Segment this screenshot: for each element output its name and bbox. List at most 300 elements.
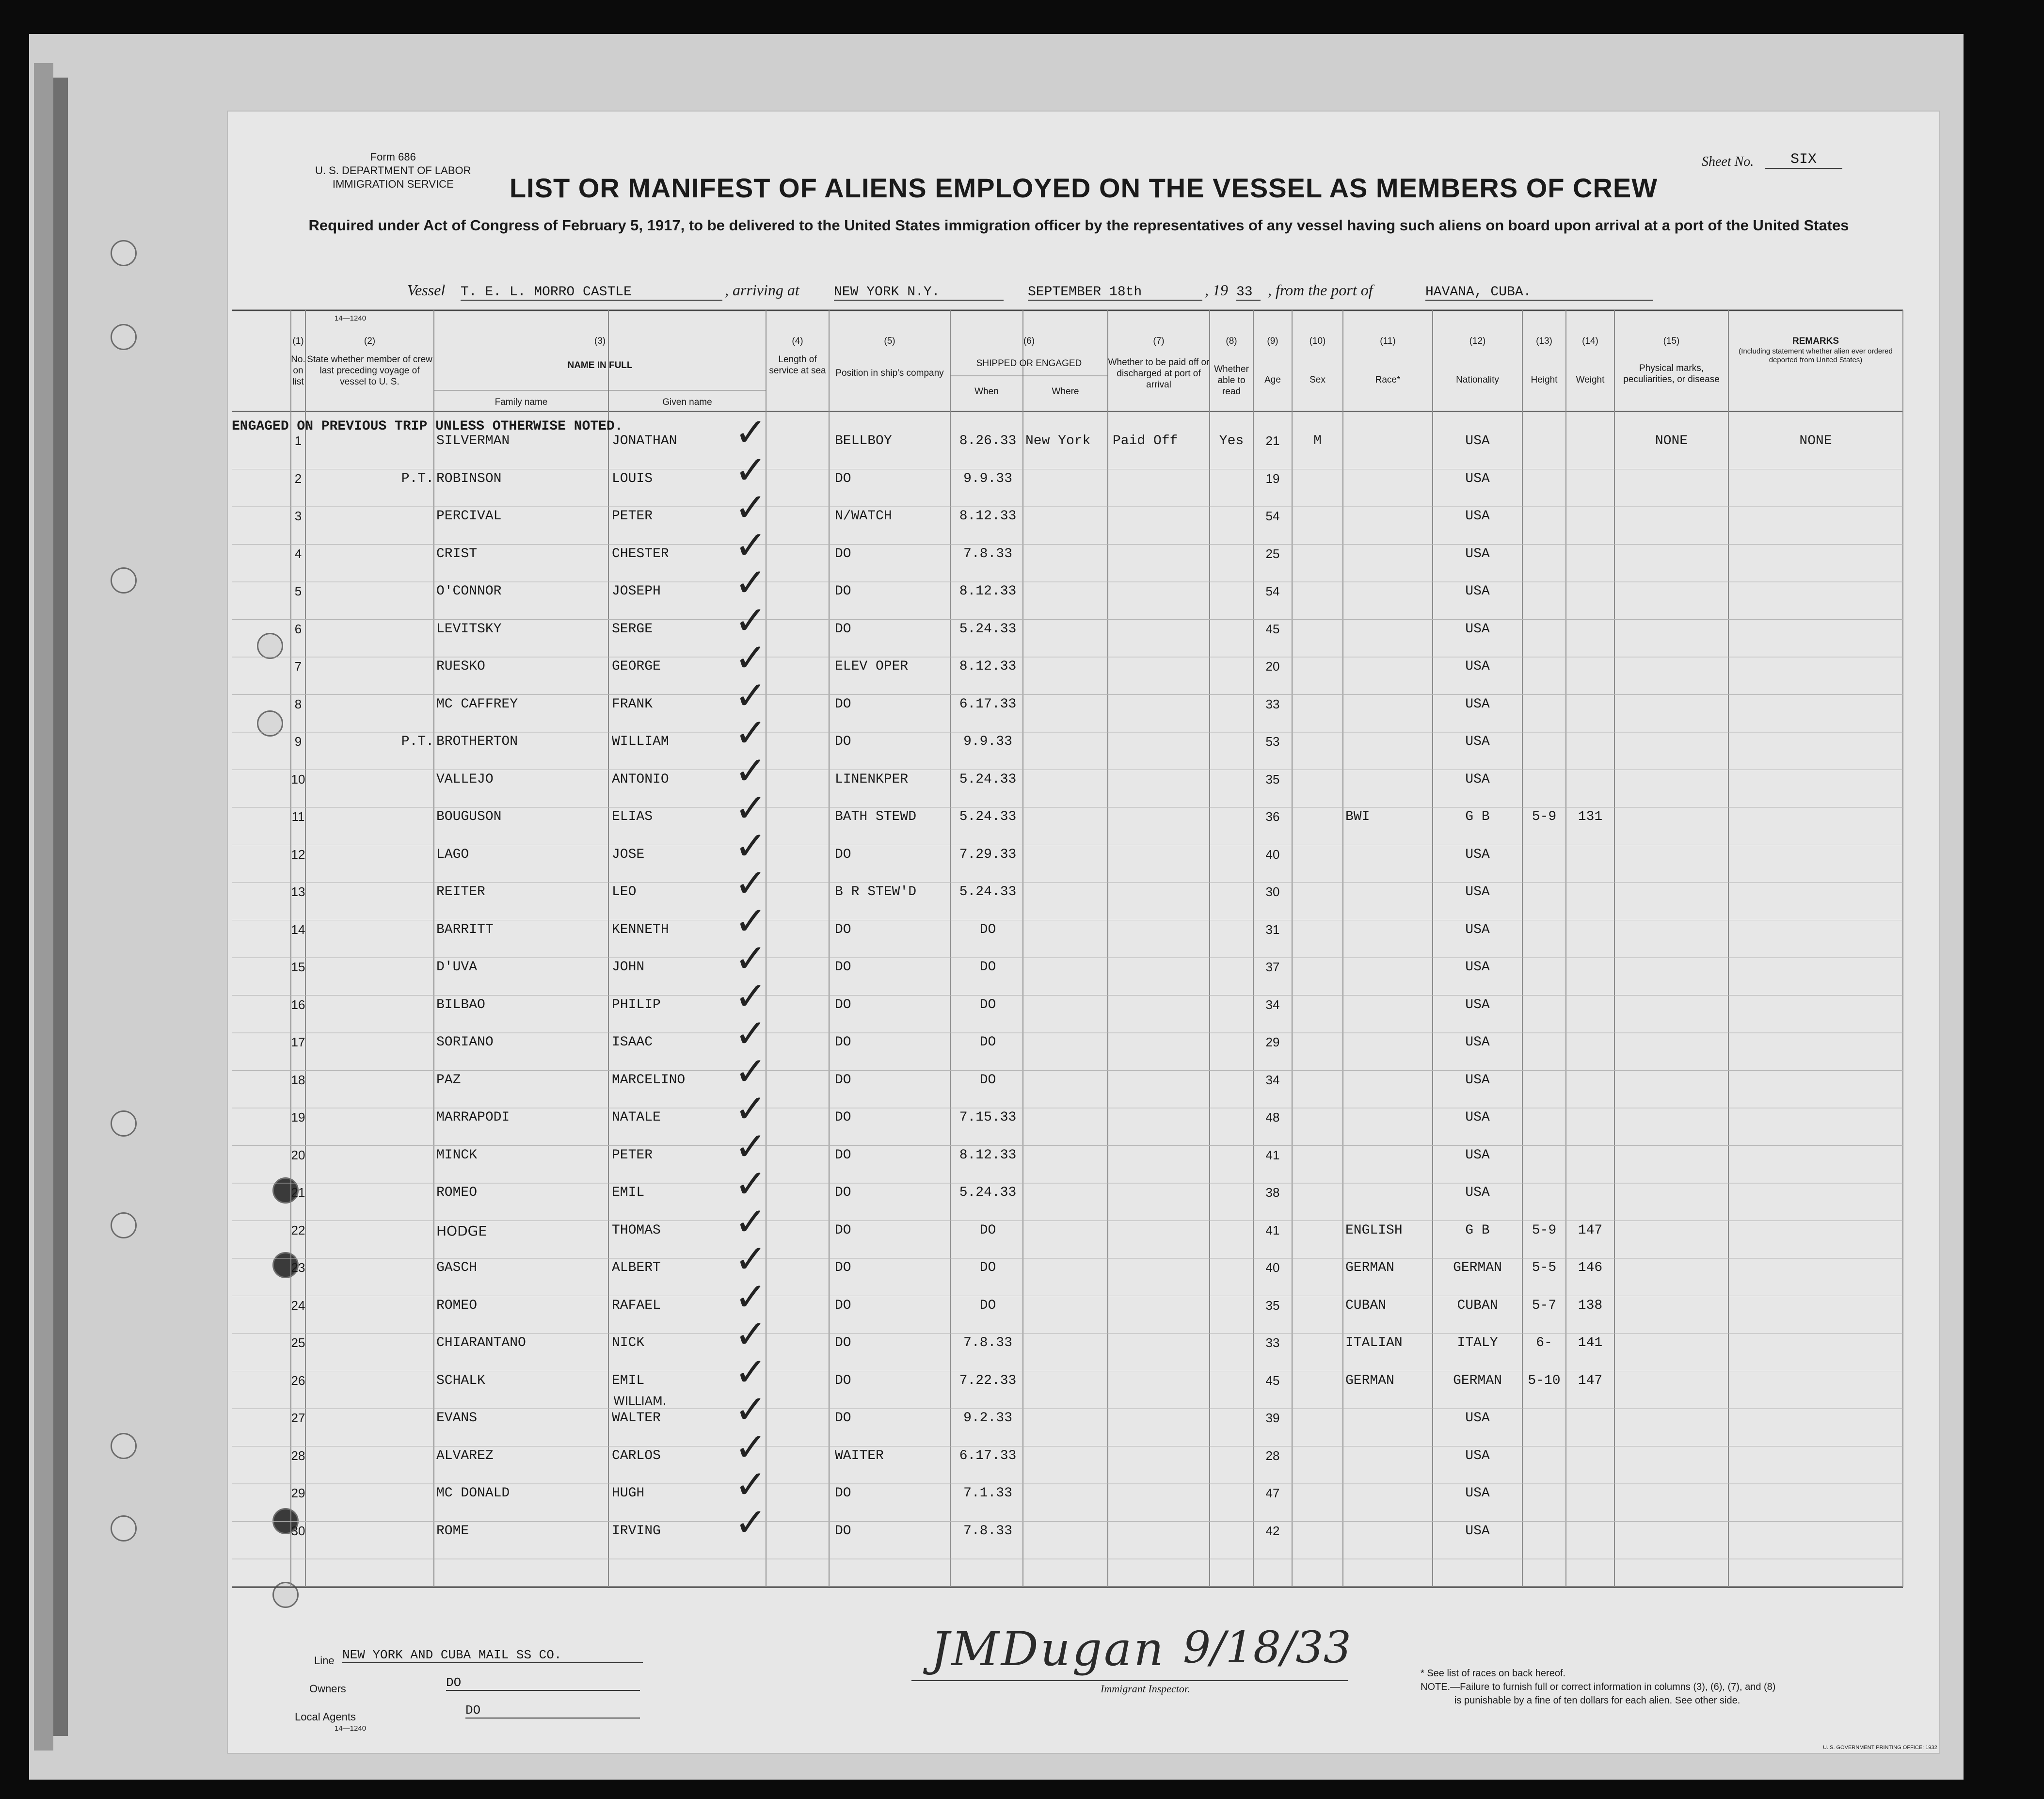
checkmark-icon: ✓	[735, 673, 767, 718]
checkmark-icon: ✓	[735, 936, 767, 981]
row-number: 9	[294, 734, 302, 749]
checkmark-icon: ✓	[735, 1387, 767, 1432]
height: 5-10	[1528, 1373, 1561, 1388]
checkmark-icon: ✓	[735, 1274, 767, 1319]
col-7-number: (7)	[1153, 336, 1165, 346]
family-name: CHIARANTANO	[436, 1335, 526, 1350]
position: DO	[835, 471, 851, 486]
nationality: G B	[1465, 809, 1490, 824]
nationality: USA	[1465, 847, 1490, 862]
row-number: 7	[294, 659, 302, 674]
position: WAITER	[835, 1448, 884, 1463]
given-name: JOSEPH	[612, 584, 661, 599]
checkmark-icon: ✓	[735, 1349, 767, 1395]
age: 21	[1265, 434, 1280, 448]
position: BELLBOY	[835, 434, 892, 449]
position: BATH STEWD	[835, 809, 917, 824]
department: U. S. DEPARTMENT OF LABOR	[315, 164, 471, 177]
shipped-when: 8.12.33	[959, 509, 1017, 524]
row-number: 26	[291, 1373, 305, 1388]
nationality: USA	[1465, 696, 1490, 712]
paid-off: Paid Off	[1113, 434, 1178, 449]
given-name: EMIL	[612, 1373, 645, 1388]
checkmark-icon: ✓	[735, 823, 767, 868]
checkmark-icon: ✓	[735, 447, 767, 493]
age: 53	[1265, 734, 1280, 749]
nationality: GERMAN	[1453, 1373, 1502, 1388]
arrival-date-value: SEPTEMBER 18th	[1028, 285, 1202, 301]
shipped-when: 5.24.33	[959, 884, 1017, 900]
shipped-when: 6.17.33	[959, 696, 1017, 712]
signature-line	[911, 1680, 1348, 1681]
age: 40	[1265, 847, 1280, 862]
nationality: USA	[1465, 1110, 1490, 1125]
family-name: ROME	[436, 1523, 469, 1539]
inspector-label: Immigrant Inspector.	[1101, 1683, 1190, 1695]
col-13-header: Height	[1531, 375, 1558, 385]
year-value: 33	[1236, 285, 1261, 301]
row-number: 2	[294, 471, 302, 486]
age: 40	[1265, 1260, 1280, 1275]
vessel-name-value: T. E. L. MORRO CASTLE	[461, 285, 722, 301]
sex: M	[1313, 434, 1322, 449]
shipped-when: 7.8.33	[963, 546, 1012, 562]
owners-value: DO	[446, 1675, 640, 1691]
family-name: BROTHERTON	[436, 734, 518, 749]
service: IMMIGRATION SERVICE	[332, 178, 454, 190]
arriving-label: , arriving at	[725, 281, 799, 299]
checkmark-icon: ✓	[735, 973, 767, 1019]
position: DO	[835, 1373, 851, 1388]
checkmark-icon: ✓	[735, 861, 767, 906]
nationality: USA	[1465, 884, 1490, 900]
penalty-note-cont: is punishable by a fine of ten dollars for each alien. See other side.	[1454, 1695, 1741, 1706]
age: 28	[1265, 1448, 1280, 1463]
col-4-number: (4)	[792, 336, 803, 346]
col-3b-header: Given name	[662, 397, 712, 407]
col-11-number: (11)	[1380, 336, 1396, 346]
shipped-when: DO	[979, 922, 996, 937]
shipped-when: 9.9.33	[963, 471, 1012, 486]
col-2-header: State whether member of crew last preceding voyage of vessel to U. S.	[307, 354, 432, 387]
checkmark-icon: ✓	[735, 898, 767, 944]
nationality: USA	[1465, 621, 1490, 637]
nationality: ITALY	[1457, 1335, 1498, 1350]
col-12-number: (12)	[1469, 336, 1486, 346]
given-name: ISAAC	[612, 1035, 653, 1050]
row-number: 15	[291, 960, 305, 974]
age: 36	[1265, 809, 1280, 824]
position: DO	[835, 997, 851, 1012]
family-name: BILBAO	[436, 997, 485, 1012]
checkmark-icon: ✓	[735, 748, 767, 793]
family-name: GASCH	[436, 1260, 478, 1275]
family-name: LAGO	[436, 847, 469, 862]
given-name: JONATHAN	[612, 434, 677, 449]
row-number: 22	[291, 1222, 305, 1237]
penalty-note: NOTE.—Failure to furnish full or correct information in columns (3), (6), (7), and (8)	[1421, 1682, 1776, 1692]
height: 5-9	[1532, 809, 1557, 824]
col-1-number: (1)	[292, 336, 304, 346]
race: CUBAN	[1345, 1298, 1387, 1313]
age: 31	[1265, 922, 1280, 937]
row-number: 14	[291, 922, 305, 937]
col-6-header: SHIPPED OR ENGAGED	[976, 358, 1082, 369]
age: 42	[1265, 1523, 1280, 1538]
row-number: 23	[291, 1260, 305, 1275]
footer-code: 14—1240	[335, 1724, 367, 1733]
age: 38	[1265, 1185, 1280, 1200]
nationality: G B	[1465, 1222, 1490, 1238]
checkmark-icon: ✓	[735, 1424, 767, 1470]
shipped-when: DO	[979, 1072, 996, 1088]
family-name: ALVAREZ	[436, 1448, 494, 1463]
family-name: SORIANO	[436, 1035, 494, 1050]
row-number: 12	[291, 847, 305, 862]
nationality: USA	[1465, 734, 1490, 749]
shipped-when: 9.2.33	[963, 1411, 1012, 1426]
given-name: NATALE	[612, 1110, 661, 1125]
checkmark-icon: ✓	[735, 560, 767, 605]
position: DO	[835, 1335, 851, 1350]
family-name: MINCK	[436, 1147, 478, 1163]
shipped-when: 8.12.33	[959, 1147, 1017, 1163]
inspector-signature: JMDugan	[931, 1622, 1166, 1676]
row-number: 28	[291, 1448, 305, 1463]
nationality: GERMAN	[1453, 1260, 1502, 1275]
family-name: EVANS	[436, 1411, 478, 1426]
col-12-header: Nationality	[1456, 375, 1499, 385]
year-prefix: , 19	[1205, 281, 1228, 299]
row-number: 19	[291, 1110, 305, 1124]
weight: 138	[1578, 1298, 1603, 1313]
shipped-when: 7.8.33	[963, 1335, 1012, 1350]
shipped-when: DO	[979, 1260, 996, 1275]
age: 33	[1265, 1335, 1280, 1350]
weight: 147	[1578, 1373, 1603, 1388]
age: 34	[1265, 997, 1280, 1012]
row-number: 24	[291, 1298, 305, 1313]
age: 41	[1265, 1147, 1280, 1162]
nationality: USA	[1465, 1411, 1490, 1426]
checkmark-icon: ✓	[735, 1048, 767, 1094]
checkmark-icon: ✓	[735, 1237, 767, 1282]
shipped-when: 8.12.33	[959, 584, 1017, 599]
page-subtitle: Required under Act of Congress of February 5, 1917, to be delivered to the United States immigration officer by the representatives of any vessel having such aliens on board upon arrival at a port of the United States	[308, 217, 1849, 234]
shipped-when: DO	[979, 1298, 996, 1313]
nationality: USA	[1465, 960, 1490, 975]
nationality: USA	[1465, 659, 1490, 674]
given-name: FRANK	[612, 696, 653, 712]
shipped-when: 7.29.33	[959, 847, 1017, 862]
row-number: 6	[294, 621, 302, 636]
position: DO	[835, 546, 851, 562]
shipped-when: DO	[979, 1222, 996, 1238]
col-15-header: Physical marks, peculiarities, or disease	[1623, 363, 1720, 385]
row-number: 29	[291, 1486, 305, 1500]
given-name: WALTER	[612, 1411, 661, 1426]
shipped-when: 7.15.33	[959, 1110, 1017, 1125]
position: DO	[835, 1072, 851, 1088]
age: 37	[1265, 960, 1280, 974]
height: 5-5	[1532, 1260, 1557, 1275]
shipped-when: DO	[979, 1035, 996, 1050]
given-name: EMIL	[612, 1185, 645, 1200]
position: DO	[835, 1035, 851, 1050]
col-7-header: Whether to be paid off or discharged at port of arrival	[1108, 357, 1210, 390]
position: DO	[835, 1298, 851, 1313]
checkmark-icon: ✓	[735, 410, 767, 455]
age: 47	[1265, 1486, 1280, 1500]
col-8-number: (8)	[1226, 336, 1237, 346]
shipped-when: 8.12.33	[959, 659, 1017, 674]
arrival-port-value: NEW YORK N.Y.	[834, 285, 1004, 301]
age: 48	[1265, 1110, 1280, 1124]
col-4-header: Length of service at sea	[769, 354, 826, 376]
nationality: USA	[1465, 997, 1490, 1012]
age: 54	[1265, 584, 1280, 598]
nationality: USA	[1465, 1486, 1490, 1501]
nationality: USA	[1465, 1072, 1490, 1088]
able-to-read: Yes	[1219, 434, 1244, 449]
given-name: ANTONIO	[612, 771, 669, 787]
row-number: 4	[294, 546, 302, 561]
sheet-number-label: Sheet No.	[1702, 154, 1754, 169]
form-code: 14—1240	[335, 314, 367, 322]
row-number: 21	[291, 1185, 305, 1200]
col-16-header: REMARKS	[1792, 336, 1839, 346]
col-15-number: (15)	[1663, 336, 1680, 346]
given-name-correction: WILLIAM.	[613, 1394, 667, 1408]
age: 39	[1265, 1411, 1280, 1425]
family-name: SILVERMAN	[436, 434, 510, 449]
physical-marks: NONE	[1655, 434, 1688, 449]
position: DO	[835, 584, 851, 599]
family-name: HODGE	[436, 1222, 487, 1239]
nationality: USA	[1465, 1147, 1490, 1163]
shipped-when: 7.1.33	[963, 1486, 1012, 1501]
col-6-number: (6)	[1023, 336, 1035, 346]
engaged-note: ENGAGED ON PREVIOUS TRIP UNLESS OTHERWISE NOTED.	[232, 419, 623, 434]
checkmark-icon: ✓	[735, 1161, 767, 1206]
printer-imprint: U. S. GOVERNMENT PRINTING OFFICE: 1932	[1823, 1745, 1937, 1751]
family-name: MARRAPODI	[436, 1110, 510, 1125]
given-name: CHESTER	[612, 546, 669, 562]
given-name: PETER	[612, 1147, 653, 1163]
row-number: 16	[291, 997, 305, 1012]
vessel-label: Vessel	[407, 281, 446, 299]
given-name: ELIAS	[612, 809, 653, 824]
height: 6-	[1536, 1335, 1552, 1350]
family-name: BOUGUSON	[436, 809, 502, 824]
position: DO	[835, 621, 851, 637]
checkmark-icon: ✓	[735, 710, 767, 755]
age: 29	[1265, 1035, 1280, 1049]
family-name: RUESKO	[436, 659, 485, 674]
previous-voyage: P.T.	[401, 734, 434, 749]
family-name: LEVITSKY	[436, 621, 502, 637]
col-6b-header: Where	[1052, 386, 1079, 397]
col-11-header: Race*	[1375, 375, 1401, 385]
col-13-number: (13)	[1536, 336, 1552, 346]
races-note: * See list of races on back hereof.	[1421, 1668, 1566, 1679]
given-name: PHILIP	[612, 997, 661, 1012]
row-number: 17	[291, 1035, 305, 1049]
form-number: Form 686	[370, 151, 416, 163]
position: DO	[835, 1411, 851, 1426]
col-9-header: Age	[1264, 375, 1281, 385]
checkmark-icon: ✓	[735, 1199, 767, 1244]
family-name: O'CONNOR	[436, 584, 502, 599]
checkmark-icon: ✓	[735, 597, 767, 643]
age: 41	[1265, 1222, 1280, 1237]
from-port-label: , from the port of	[1268, 281, 1373, 299]
family-name: PERCIVAL	[436, 509, 502, 524]
position: DO	[835, 696, 851, 712]
given-name: KENNETH	[612, 922, 669, 937]
given-name: GEORGE	[612, 659, 661, 674]
given-name: IRVING	[612, 1523, 661, 1539]
from-port-value: HAVANA, CUBA.	[1425, 285, 1653, 301]
row-number: 20	[291, 1147, 305, 1162]
position: DO	[835, 847, 851, 862]
col-14-number: (14)	[1582, 336, 1598, 346]
family-name: D'UVA	[436, 960, 478, 975]
weight: 146	[1578, 1260, 1603, 1275]
nationality: USA	[1465, 471, 1490, 486]
family-name: MC DONALD	[436, 1486, 510, 1501]
family-name: REITER	[436, 884, 485, 900]
row-number: 10	[291, 771, 305, 787]
checkmark-icon: ✓	[735, 1011, 767, 1056]
weight: 131	[1578, 809, 1603, 824]
given-name: PETER	[612, 509, 653, 524]
family-name: ROBINSON	[436, 471, 502, 486]
position: DO	[835, 922, 851, 937]
given-name: MARCELINO	[612, 1072, 686, 1088]
position: DO	[835, 1222, 851, 1238]
age: 19	[1265, 471, 1280, 486]
checkmark-icon: ✓	[735, 485, 767, 530]
given-name: LEO	[612, 884, 637, 900]
agents-value: DO	[465, 1703, 640, 1719]
row-number: 27	[291, 1411, 305, 1425]
position: DO	[835, 1147, 851, 1163]
shipped-when: 7.8.33	[963, 1523, 1012, 1539]
shipped-when: 5.24.33	[959, 809, 1017, 824]
col-2-number: (2)	[364, 336, 376, 346]
shipped-when: 8.26.33	[959, 434, 1017, 449]
page-title: LIST OR MANIFEST OF ALIENS EMPLOYED ON THE VESSEL AS MEMBERS OF CREW	[509, 173, 1658, 203]
row-number: 3	[294, 509, 302, 523]
shipped-when: 5.24.33	[959, 771, 1017, 787]
age: 35	[1265, 771, 1280, 787]
race: GERMAN	[1345, 1260, 1394, 1275]
row-number: 30	[291, 1523, 305, 1538]
checkmark-icon: ✓	[735, 1499, 767, 1545]
race: ITALIAN	[1345, 1335, 1403, 1350]
given-name: HUGH	[612, 1486, 645, 1501]
race: ENGLISH	[1345, 1222, 1403, 1238]
previous-voyage: P.T.	[401, 471, 434, 486]
checkmark-icon: ✓	[735, 786, 767, 831]
shipped-when: 6.17.33	[959, 1448, 1017, 1463]
nationality: USA	[1465, 1523, 1490, 1539]
shipped-when: 5.24.33	[959, 621, 1017, 637]
age: 54	[1265, 509, 1280, 523]
nationality: USA	[1465, 1035, 1490, 1050]
nationality: USA	[1465, 546, 1490, 562]
given-name: RAFAEL	[612, 1298, 661, 1313]
position: DO	[835, 1523, 851, 1539]
age: 30	[1265, 884, 1280, 899]
given-name: JOHN	[612, 960, 645, 975]
position: ELEV OPER	[835, 659, 909, 674]
given-name: CARLOS	[612, 1448, 661, 1463]
col-10-header: Sex	[1309, 375, 1325, 385]
given-name: LOUIS	[612, 471, 653, 486]
shipped-where: New York	[1025, 434, 1091, 449]
position: LINENKPER	[835, 771, 909, 787]
line-value: NEW YORK AND CUBA MAIL SS CO.	[342, 1648, 643, 1663]
col-3a-header: Family name	[495, 397, 548, 407]
shipped-when: DO	[979, 997, 996, 1012]
age: 25	[1265, 546, 1280, 561]
given-name: JOSE	[612, 847, 645, 862]
row-number: 25	[291, 1335, 305, 1350]
age: 34	[1265, 1072, 1280, 1087]
age: 35	[1265, 1298, 1280, 1313]
age: 45	[1265, 1373, 1280, 1388]
given-name: ALBERT	[612, 1260, 661, 1275]
sheet-number-value: SIX	[1765, 151, 1842, 169]
col-8-header: Whether able to read	[1214, 364, 1249, 397]
family-name: PAZ	[436, 1072, 461, 1088]
position: N/WATCH	[835, 509, 892, 524]
shipped-when: 9.9.33	[963, 734, 1012, 749]
nationality: USA	[1465, 1185, 1490, 1200]
nationality: USA	[1465, 771, 1490, 787]
nationality: USA	[1465, 434, 1490, 449]
col-9-number: (9)	[1267, 336, 1278, 346]
row-number: 8	[294, 696, 302, 711]
row-number: 13	[291, 884, 305, 899]
given-name: WILLIAM	[612, 734, 669, 749]
height: 5-9	[1532, 1222, 1557, 1238]
family-name: VALLEJO	[436, 771, 494, 787]
given-name: SERGE	[612, 621, 653, 637]
position: DO	[835, 1110, 851, 1125]
signature-date: 9/18/33	[1183, 1622, 1351, 1673]
checkmark-icon: ✓	[735, 1124, 767, 1169]
age: 33	[1265, 696, 1280, 711]
col-6a-header: When	[974, 386, 999, 397]
race: BWI	[1345, 809, 1370, 824]
position: B R STEW'D	[835, 884, 917, 900]
family-name: SCHALK	[436, 1373, 485, 1388]
nationality: USA	[1465, 509, 1490, 524]
height: 5-7	[1532, 1298, 1557, 1313]
row-number: 18	[291, 1072, 305, 1087]
owners-label: Owners	[309, 1683, 346, 1695]
agents-label: Local Agents	[295, 1711, 356, 1723]
col-10-number: (10)	[1309, 336, 1326, 346]
col-14-header: Weight	[1576, 375, 1605, 385]
weight: 147	[1578, 1222, 1603, 1238]
checkmark-icon: ✓	[735, 1462, 767, 1507]
family-name: ROMEO	[436, 1185, 478, 1200]
nationality: CUBAN	[1457, 1298, 1498, 1313]
